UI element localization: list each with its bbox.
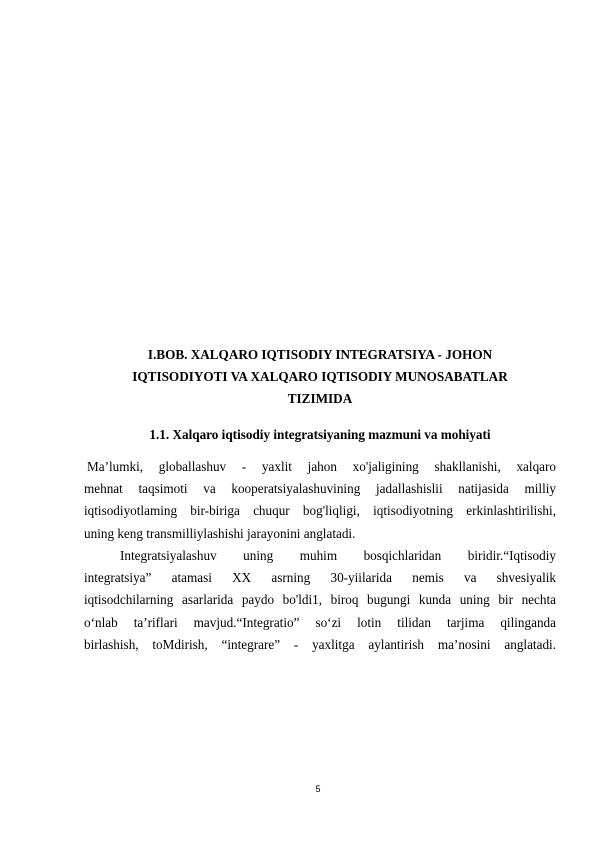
paragraph-line: iqtisodiyotlaming bir-biriga chuqur bog'liqligi, iqtisodiyotning erkinlashtirilishi, (84, 503, 556, 519)
chapter-title-line: IQTISODIYOTI VA XALQARO IQTISODIY MUNOSABATLAR (132, 369, 508, 384)
paragraph-line: uning keng transmilliylashishi jarayonini anglatadi. (84, 525, 356, 541)
paragraph-line: birlashish, toMdirish, “integrare” - yaxlitga aylantirish ma’nosini anglatadi. (84, 636, 556, 652)
body-paragraph (84, 456, 556, 545)
paragraph-line: mehnat taqsimoti va kooperatsiyalashuvining jadallashislii natijasida milliy (84, 481, 556, 497)
chapter-title (84, 344, 556, 410)
page-number: 5 (315, 784, 321, 794)
body-paragraph (84, 545, 556, 656)
section-title: 1.1. Xalqaro iqtisodiy integratsiyaning mazmuni va mohiyati (149, 427, 491, 442)
paragraph-line: integratsiya” atamasi XX asrning 30-yiilarida nemis va shvesiyalik (84, 570, 556, 586)
chapter-title-line: I.BOB. XALQARO IQTISODIY INTEGRATSIYA - JOHON (147, 347, 493, 362)
paragraph-line: Ma’lumki, globallashuv - yaxlit jahon xo'jaligining shakllanishi, xalqaro (87, 459, 556, 474)
paragraph-line: o‘nlab ta’riflari mavjud.“Integratio” so‘zi lotin tilidan tarjima qilinganda (84, 614, 556, 630)
chapter-title-line: TIZIMIDA (287, 391, 353, 406)
paragraph-line: Integratsiyalashuv uning muhim bosqichlaridan biridir.“Iqtisodiy (120, 548, 556, 563)
paragraph-line: iqtisodchilarning asarlarida paydo bo'ldi1, biroq bugungi kunda uning bir nechta (84, 592, 556, 608)
